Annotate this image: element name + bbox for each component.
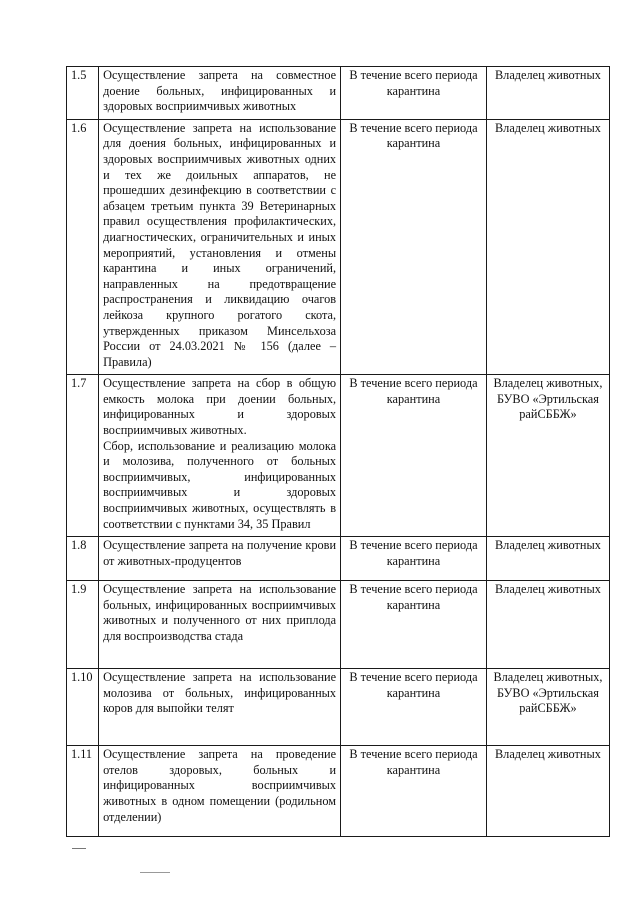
row-number: 1.9 bbox=[67, 581, 99, 669]
table-row bbox=[67, 375, 610, 537]
measure-description bbox=[99, 746, 341, 837]
deadline-cell: В течение всего периода карантина bbox=[341, 669, 487, 746]
deadline-cell: В течение всего периода карантина bbox=[341, 746, 487, 837]
measure-paragraph: Осуществление запрета на сбор в общую емкость молока при доении больных, инфицированных и здоровых восприимчивых животных. bbox=[103, 376, 337, 438]
row-number: 1.6 bbox=[67, 119, 99, 375]
measure-paragraph: Сбор, использование и реализацию молока и молозива, полученного от больных восприимчивых, инфицированных восприимчивых и здоровых восприимчивых животных, осуществлять в соответствии с пунктами 34, 35 Правил bbox=[103, 438, 337, 531]
deadline-cell: В течение всего периода карантина bbox=[341, 581, 487, 669]
row-number: 1.11 bbox=[67, 746, 99, 837]
measure-description bbox=[99, 375, 341, 537]
measure-description bbox=[99, 67, 341, 120]
row-number: 1.8 bbox=[67, 537, 99, 581]
measure-description bbox=[99, 537, 341, 581]
measure-description bbox=[99, 669, 341, 746]
measure-description bbox=[99, 581, 341, 669]
deadline-cell: В течение всего периода карантина bbox=[341, 119, 487, 375]
margin-mark bbox=[140, 872, 170, 873]
table-row bbox=[67, 67, 610, 120]
responsible-cell: Владелец животных, БУВО «Эртильская райСББЖ» bbox=[486, 375, 609, 537]
measure-paragraph: Осуществление запрета на получение крови от животных-продуцентов bbox=[103, 538, 337, 568]
responsible-cell: Владелец животных, БУВО «Эртильская райСББЖ» bbox=[486, 669, 609, 746]
deadline-cell: В течение всего периода карантина bbox=[341, 375, 487, 537]
deadline-cell: В течение всего периода карантина bbox=[341, 67, 487, 120]
deadline-cell: В течение всего периода карантина bbox=[341, 537, 487, 581]
measure-description bbox=[99, 119, 341, 375]
table-row bbox=[67, 669, 610, 746]
responsible-cell: Владелец животных bbox=[486, 746, 609, 837]
responsible-cell: Владелец животных bbox=[486, 67, 609, 120]
margin-mark bbox=[72, 848, 86, 849]
measure-paragraph: Осуществление запрета на использование больных, инфицированных восприимчивых животных и полученного от них приплода для воспроизводства стада bbox=[103, 582, 337, 644]
measure-paragraph: Осуществление запрета на использование молозива от больных, инфицированных коров для выпойки телят bbox=[103, 670, 337, 716]
responsible-cell: Владелец животных bbox=[486, 581, 609, 669]
table-row bbox=[67, 537, 610, 581]
measures-table bbox=[66, 66, 610, 837]
table-row bbox=[67, 581, 610, 669]
row-number: 1.5 bbox=[67, 67, 99, 120]
table-row bbox=[67, 746, 610, 837]
measure-paragraph: Осуществление запрета на совместное доение больных, инфицированных и здоровых восприимчивых животных bbox=[103, 68, 337, 114]
row-number: 1.10 bbox=[67, 669, 99, 746]
measures-table-body bbox=[67, 67, 610, 837]
responsible-cell: Владелец животных bbox=[486, 537, 609, 581]
table-row bbox=[67, 119, 610, 375]
responsible-cell: Владелец животных bbox=[486, 119, 609, 375]
row-number: 1.7 bbox=[67, 375, 99, 537]
measure-paragraph: Осуществление запрета на проведение отелов здоровых, больных и инфицированных восприимчивых животных в одном помещении (родильном отделении) bbox=[103, 747, 337, 824]
measure-paragraph: Осуществление запрета на использование для доения больных, инфицированных и здоровых восприимчивых животных одних и тех же доильных аппаратов, не прошедших дезинфекцию в соответствии с абзацем третьим пункта 39 Ветеринарных правил осуществления профилактических, диагностических, ограничительных и иных мероприятий, установления и отмены карантина и иных ограничений, направленных на предотвращение распространения и ликвидацию очагов лейкоза крупного рогатого скота, утвержденных приказом Минсельхоза России от 24.03.2021 № 156 (далее – Правила) bbox=[103, 120, 337, 369]
